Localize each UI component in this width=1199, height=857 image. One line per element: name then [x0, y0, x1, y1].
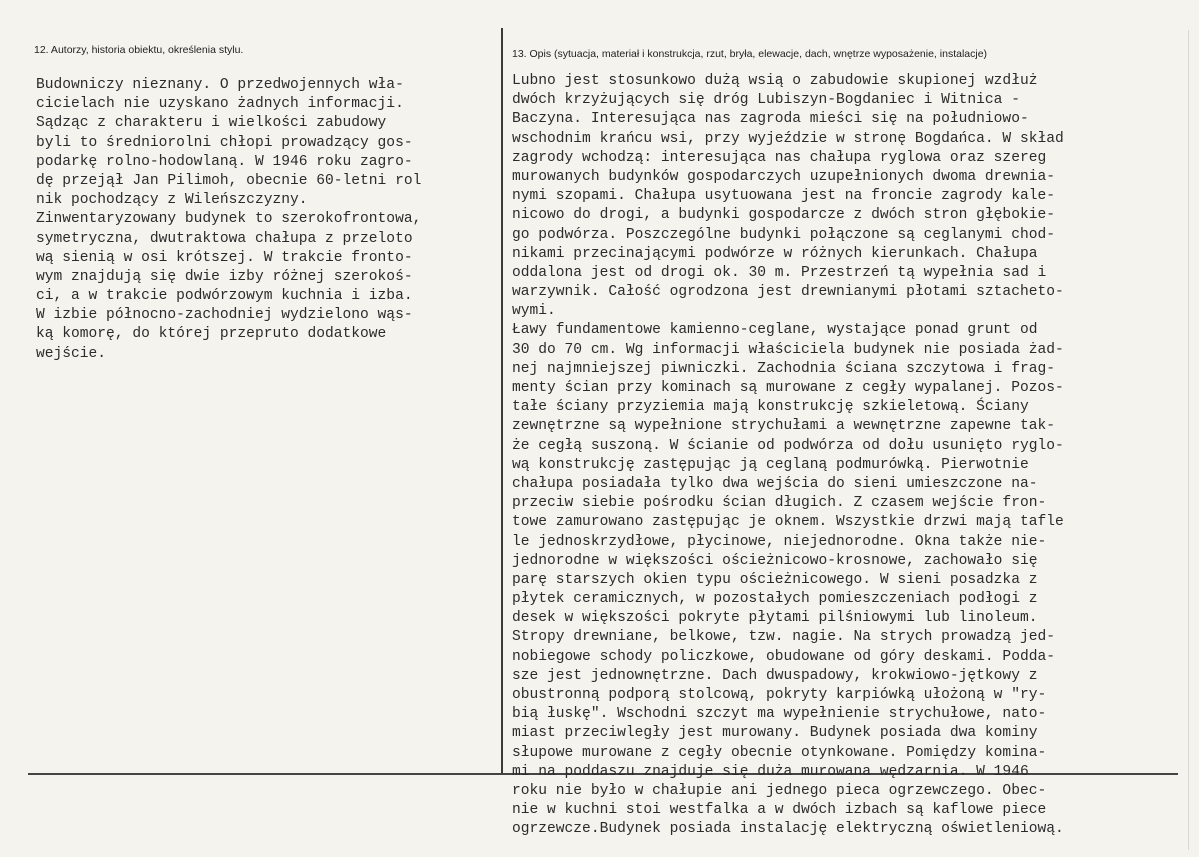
text-line: Baczyna. Interesująca nas zagroda mieści się na południowo- [512, 111, 1029, 128]
text-line: zewnętrzne są wypełnione strychułami a wewnętrzne zapewne tak- [512, 418, 1055, 435]
text-line: le jednoskrzydłowe, płycinowe, niejednorodne. Okna także nie- [512, 533, 1047, 550]
text-line: bią łuskę". Wschodni szczyt ma wypełnienie strychułowe, nato- [512, 706, 1047, 723]
text-line: miast przeciwległy jest murowany. Budynek posiada dwa kominy [512, 725, 1038, 742]
text-line: płytek ceramicznych, w pozostałych pomieszczeniach podłogi z [512, 591, 1038, 608]
text-line: słupowe murowane z cegły obecnie otynkowane. Pomiędzy komina- [512, 744, 1047, 761]
text-line: murowanych budynków gospodarczych uzupełnionych dwoma drewnia- [512, 168, 1055, 185]
text-line: 30 do 70 cm. Wg informacji właściciela budynek nie posiada żad- [512, 341, 1064, 358]
text-line: wą sienią w osi krótszej. W trakcie fronto- [36, 249, 413, 266]
text-line: wymi. [512, 303, 556, 320]
text-line: wą konstrukcję zastępując ją ceglaną podmurówką. Pierwotnie [512, 456, 1029, 473]
text-line: symetryczna, dwutraktowa chałupa z przeloto [36, 230, 413, 247]
text-line: tałe ściany przyziemia mają konstrukcję szkieletową. Ściany [512, 399, 1029, 416]
text-line: nobiegowe schody policzkowe, obudowane od góry deskami. Podda- [512, 648, 1055, 665]
text-line: oddalona jest od drogi ok. 30 m. Przestrzeń tą wypełnia sad i [512, 264, 1047, 281]
text-line: roku nie było w chałupie ani jednego pieca ogrzewczego. Obec- [512, 782, 1047, 799]
section-12-heading: 12. Autorzy, historia obiektu, określenia stylu. [34, 44, 244, 56]
text-line: nie w kuchni stoi westfalka a w dwóch izbach są kaflowe piece [512, 802, 1047, 819]
text-line: ogrzewcze.Budynek posiada instalację elektryczną oświetleniową. [512, 821, 1064, 838]
text-line: nymi szopami. Chałupa usytuowana jest na froncie zagrody kale- [512, 188, 1055, 205]
text-line: wschodnim krańcu wsi, przy wyjeździe w stronę Bogdańca. W skład [512, 130, 1064, 147]
text-line: Ławy fundamentowe kamienno-ceglane, wystające ponad grunt od [512, 322, 1038, 339]
text-line: cicielach nie uzyskano żadnych informacji. [36, 96, 404, 113]
text-line: chałupa posiadała tylko dwa wejścia do sieni umieszczone na- [512, 475, 1038, 492]
text-line: nik pochodzący z Wileńszczyzny. [36, 192, 308, 209]
text-line: że cegłą suszoną. W ścianie od podwórza od dołu usunięto ryglo- [512, 437, 1064, 454]
text-line: sze jest jednownętrzne. Dach dwuspadowy, krokwiowo-jętkowy z [512, 667, 1038, 684]
text-line: zagrody wchodzą: interesująca nas chałupa ryglowa oraz szereg [512, 149, 1047, 166]
text-line: nicowo do drogi, a budynki gospodarcze z dwóch stron głębokie- [512, 207, 1055, 224]
text-line: ci, a w trakcie podwórzowym kuchnia i izba. [36, 288, 413, 305]
section-13-text [512, 72, 1192, 840]
text-line: desek w większości pokryte płytami pilśniowymi lub linoleum. [512, 610, 1038, 627]
text-line: wejście. [36, 345, 107, 362]
text-line: Budowniczy nieznany. O przedwojennych wła- [36, 77, 404, 93]
text-line: przeciw siebie pośrodku ścian długich. Z czasem wejście fron- [512, 495, 1047, 512]
text-line: wym znajdują się dwie izby różnej szerokoś- [36, 268, 413, 285]
text-line: nikami przecinającymi podwórze w różnych kierunkach. Chałupa [512, 245, 1038, 262]
text-line: Sądząc z charakteru i wielkości zabudowy [36, 115, 387, 132]
text-line: dwóch krzyżujących się dróg Lubiszyn-Bogdaniec i Witnica - [512, 92, 1020, 109]
text-line: Zinwentaryzowany budynek to szerokofrontowa, [36, 211, 422, 228]
text-line: dę przejął Jan Pilimoh, obecnie 60-letni rol [36, 172, 422, 189]
text-line: menty ścian przy kominach są murowane z cegły wypalanej. Pozos- [512, 380, 1064, 396]
section-13-heading: 13. Opis (sytuacja, materiał i konstrukcja, rzut, bryła, elewacje, dach, wnętrze wyposażenie, instalacje) [512, 48, 988, 60]
text-line: obustronną podporą stolcową, pokryty karpiówką ułożoną w "ry- [512, 687, 1047, 703]
text-line: Stropy drewniane, belkowe, tzw. nagie. Na strych prowadzą jed- [512, 629, 1055, 646]
text-line: W izbie północno-zachodniej wydzielono wąs- [36, 307, 413, 324]
text-line: towe zamurowano zastępując je oknem. Wszystkie drzwi mają tafle [512, 514, 1064, 531]
text-line: ką komorę, do której przepruto dodatkowe [36, 326, 387, 343]
text-line: podarkę rolno-hodowlaną. W 1946 roku zagro- [36, 153, 413, 170]
text-line: Lubno jest stosunkowo dużą wsią o zabudowie skupionej wzdłuż [512, 73, 1038, 89]
text-line: go podwórza. Poszczególne budynki połączone są ceglanymi chod- [512, 226, 1055, 243]
text-line: jednorodne w większości ościeżnicowo-krosnowe, zachowało się [512, 552, 1038, 569]
text-line: mi na poddaszu znajduje się duża murowana wędzarnia. W 1946 [512, 763, 1029, 780]
text-line: nej najmniejszej piwniczki. Zachodnia ściana szczytowa i frag- [512, 360, 1055, 377]
text-line: byli to średniorolni chłopi prowadzący gos- [36, 134, 413, 151]
text-line: parę starszych okien typu ościeżnicowego. W sieni posadzka z [512, 571, 1038, 588]
text-line: warzywnik. Całość ogrodzona jest drewnianymi płotami sztacheto- [512, 284, 1064, 301]
section-12-text [36, 76, 506, 364]
